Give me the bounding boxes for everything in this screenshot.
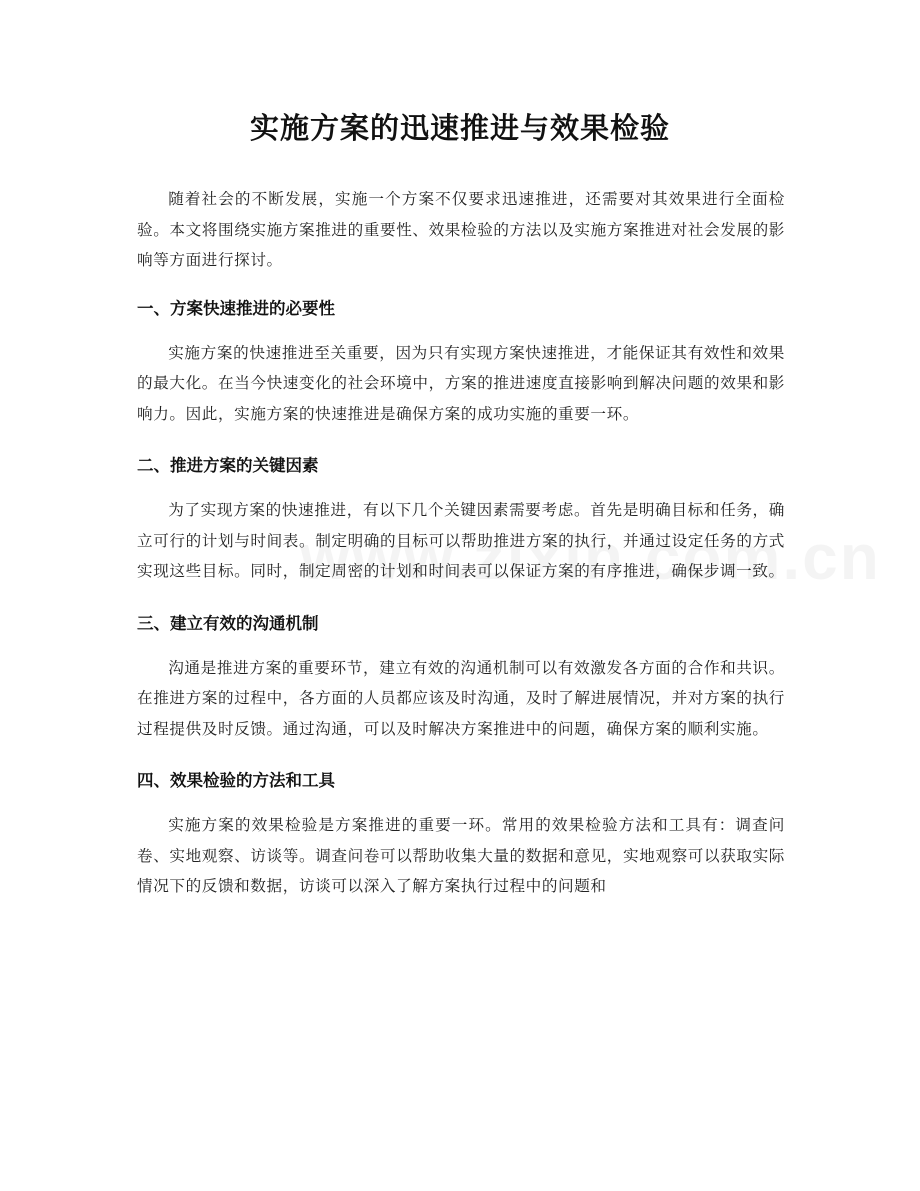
section-heading-3: 三、建立有效的沟通机制 — [137, 613, 319, 633]
section-paragraph-3: 沟通是推进方案的重要环节，建立有效的沟通机制可以有效激发各方面的合作和共识。在推进方案的过程中，各方面的人员都应该及时沟通，及时了解进展情况，并对方案的执行过程提供及时反馈。通过沟通，可以及时解决方案推进中的问题，确保方案的顺利实施。 — [137, 658, 785, 738]
document-title: 实施方案的迅速推进与效果检验 — [249, 111, 670, 145]
document-body — [137, 184, 785, 902]
section-paragraph-1: 实施方案的快速推进至关重要，因为只有实现方案快速推进，才能保证其有效性和效果的最大化。在当今快速变化的社会环境中，方案的推进速度直接影响到解决问题的效果和影响力。因此，实施方案的快速推进是确保方案的成功实施的重要一环。 — [137, 343, 785, 423]
section-heading-2: 二、推进方案的关键因素 — [137, 456, 319, 475]
section-paragraph-2: 为了实现方案的快速推进，有以下几个关键因素需要考虑。首先是明确目标和任务，确立可行的计划与时间表。制定明确的目标可以帮助推进方案的执行，并通过设定任务的方式实现这些目标。同时，制定周密的计划和时间表可以保证方案的有序推进，确保步调一致。 — [137, 501, 785, 580]
section-paragraph-4: 实施方案的效果检验是方案推进的重要一环。常用的效果检验方法和工具有：调查问卷、实地观察、访谈等。调查问卷可以帮助收集大量的数据和意见，实地观察可以获取实际情况下的反馈和数据，访谈可以深入了解方案执行过程中的问题和 — [137, 816, 785, 895]
intro-paragraph: 随着社会的不断发展，实施一个方案不仅要求迅速推进，还需要对其效果进行全面检验。本文将围绕实施方案推进的重要性、效果检验的方法以及实施方案推进对社会发展的影响等方面进行探讨。 — [137, 190, 785, 269]
section-heading-4: 四、效果检验的方法和工具 — [137, 771, 335, 790]
section-heading-1: 一、方案快速推进的必要性 — [137, 298, 335, 318]
